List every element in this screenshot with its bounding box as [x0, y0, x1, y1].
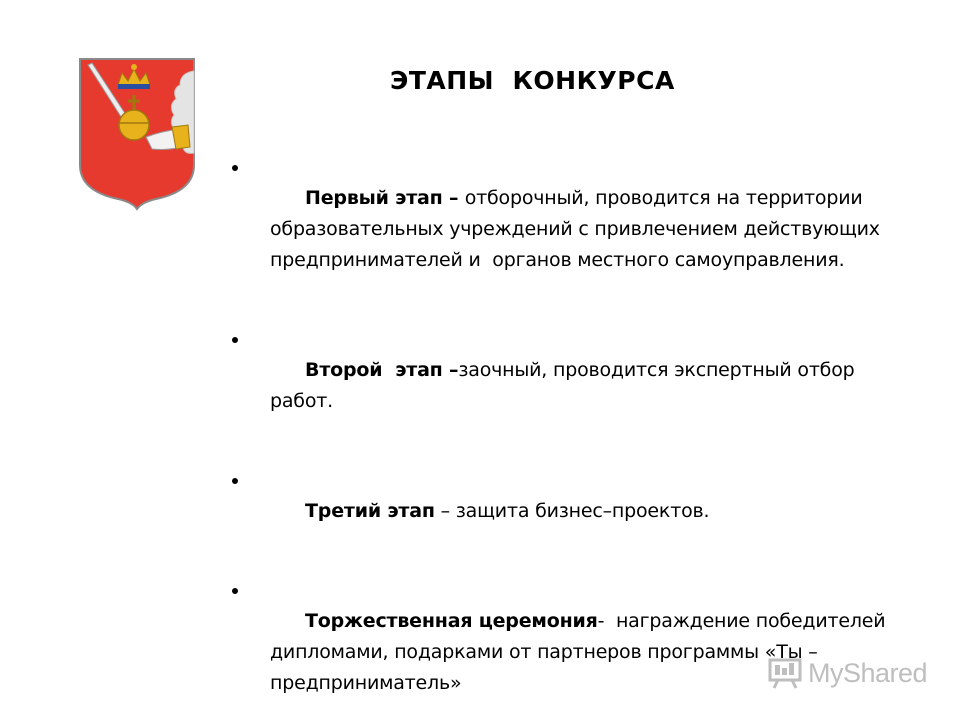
- list-item: [232, 152, 912, 307]
- stage-description: - награждение победителей дипломами, подарками от партнеров программы «Ты –предприниматель»: [270, 610, 892, 694]
- watermark-label: MyShared: [808, 657, 928, 688]
- stage-description: – защита бизнес–проектов.: [434, 500, 710, 522]
- presentation-board-icon: [768, 657, 802, 689]
- list-item: [232, 575, 912, 720]
- list-item: [232, 465, 912, 558]
- stage-name: Второй этап –: [305, 359, 459, 381]
- bullet-icon: [232, 337, 238, 343]
- slide-title: ЭТАПЫ КОНКУРСА: [390, 66, 675, 95]
- bullet-icon: [232, 588, 238, 594]
- stage-name: Третий этап: [305, 500, 435, 522]
- list-item: [232, 324, 912, 448]
- stages-list: [232, 152, 912, 720]
- stage-description: отборочный, проводится на территории образовательных учреждений с привлечением действующих предпринимателей и органов местного самоуправления.: [270, 187, 886, 271]
- stage-description: заочный, проводится экспертный отбор работ.: [270, 359, 861, 412]
- stage-name: Первый этап –: [305, 187, 465, 209]
- bullet-icon: [232, 478, 238, 484]
- bullet-icon: [232, 165, 238, 171]
- watermark: [768, 655, 927, 691]
- coat-of-arms-icon: [76, 55, 198, 211]
- stage-name: Торжественная церемония: [305, 610, 598, 632]
